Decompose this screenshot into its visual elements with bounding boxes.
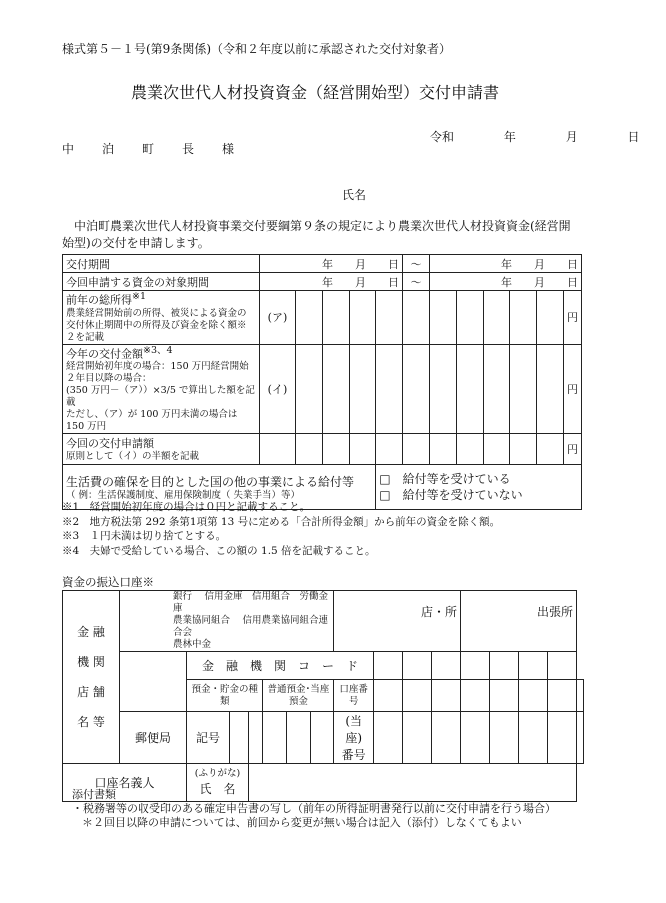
bank-code-label: 金 融 機 関 コ ー ド xyxy=(187,652,374,680)
blank-cell xyxy=(120,680,187,712)
deposit-row xyxy=(63,680,584,712)
deposit-type-label: 預金・貯金の種類 xyxy=(187,680,263,712)
symbol-digit[interactable] xyxy=(287,712,311,764)
request-label: 今回の交付申請額 原則として（イ）の半額を記載 xyxy=(63,434,260,465)
application-table xyxy=(62,254,582,510)
amount-digit[interactable] xyxy=(376,344,403,434)
checkbox-icon[interactable]: □ xyxy=(379,472,391,487)
target-period-to[interactable]: 年 月 日 xyxy=(430,273,582,291)
code-digit[interactable] xyxy=(373,652,402,680)
addressee: 中 泊 町 長 様 xyxy=(62,142,243,156)
amount-digit[interactable] xyxy=(483,291,510,345)
account-digit[interactable] xyxy=(431,680,460,712)
target-period-label: 今回申請する資金の対象期間 xyxy=(63,273,260,291)
account-digit[interactable] xyxy=(518,680,547,712)
attachment-item-2: ＊２回目以降の申請については、前回から変更が無い場合は記入（添付）しなくてもよい xyxy=(82,816,522,829)
symbol-digit[interactable] xyxy=(310,712,334,764)
amount-digit[interactable] xyxy=(296,291,323,345)
date-day: 日 xyxy=(627,130,640,144)
amount-digit[interactable] xyxy=(483,344,510,434)
date-era: 令和 xyxy=(430,130,455,144)
period-label: 交付期間 xyxy=(63,255,260,273)
amount-digit[interactable] xyxy=(402,291,429,345)
this-year-label: 今年の交付金額$^{※3、4}$ 経営開始初年度の場合：150 万円経営開始２年目以降の場合： (350 万円－（ア））×3/5 で算出した額を記載 ただし、（ア）が 100 万円未満の場合は 150 万円 xyxy=(63,344,260,434)
bank-section-title: 資金の振込口座※ xyxy=(62,575,154,589)
code-digit[interactable] xyxy=(518,652,547,680)
target-period-from[interactable]: 年 月 日 xyxy=(259,273,402,291)
amount-digit[interactable] xyxy=(322,434,349,465)
branch-field[interactable]: 店・所 xyxy=(334,591,461,652)
amount-digit[interactable] xyxy=(430,291,457,345)
amount-digit[interactable] xyxy=(457,291,484,345)
amount-digit[interactable] xyxy=(376,434,403,465)
account-digit[interactable] xyxy=(547,680,576,712)
yen-unit: 円 xyxy=(564,291,582,345)
note-2: ※2 地方税法第 292 条第1項第 13 号に定める「合計所得金額」から前年の資金を除く額。 xyxy=(62,515,501,528)
post-office-label: 郵便局 xyxy=(120,712,187,764)
number-digit[interactable] xyxy=(402,712,431,764)
number-digit[interactable] xyxy=(460,712,489,764)
amount-digit[interactable] xyxy=(483,434,510,465)
blank-cell xyxy=(120,652,187,680)
symbol-digit[interactable] xyxy=(230,712,249,764)
bank-code-row xyxy=(63,652,584,680)
amount-digit[interactable] xyxy=(510,344,537,434)
living-label: 生活費の確保を目的とした国の他の事業による給付等 （ 例：生活保護制度、雇用保険制度（ 失業手当）等） xyxy=(63,465,376,510)
amount-digit[interactable] xyxy=(296,434,323,465)
request-row xyxy=(63,434,582,465)
code-digit[interactable] xyxy=(431,652,460,680)
number-digit[interactable] xyxy=(518,712,547,764)
amount-digit[interactable] xyxy=(349,291,376,345)
amount-digit[interactable] xyxy=(296,344,323,434)
deposit-type-value[interactable]: 普通預金･当座預金 xyxy=(263,680,334,712)
bank-type-options[interactable]: 銀行 信用金庫 信用組合 労働金庫 農業協同組合 信用農業協同組合連合会 農林中金 xyxy=(120,591,334,652)
attachments-title: 添付書類 xyxy=(72,788,116,801)
request-mark-cell xyxy=(259,434,295,465)
this-year-row xyxy=(63,344,582,434)
amount-digit[interactable] xyxy=(510,434,537,465)
current-number-label: (当座) 番号 xyxy=(334,712,374,764)
period-from[interactable]: 年 月 日 xyxy=(259,255,402,273)
date-month: 月 xyxy=(565,130,578,144)
intro-text: 中泊町農業次世代人材投資事業交付要綱第９条の規定により農業次世代人材投資資金(経営開始型)の交付を申請します。 xyxy=(62,219,571,250)
amount-digit[interactable] xyxy=(402,434,429,465)
account-no-label: 口座番号 xyxy=(334,680,374,712)
bank-name-row xyxy=(63,591,584,652)
holder-name-label: (ふりがな) 氏 名 xyxy=(187,764,249,802)
amount-digit[interactable] xyxy=(510,291,537,345)
code-digit[interactable] xyxy=(489,652,518,680)
amount-digit[interactable] xyxy=(430,344,457,434)
mark-i: (イ) xyxy=(259,344,295,434)
symbol-digit[interactable] xyxy=(263,712,287,764)
code-digit[interactable] xyxy=(460,652,489,680)
sub-branch-field[interactable]: 出張所 xyxy=(460,591,576,652)
amount-digit[interactable] xyxy=(402,344,429,434)
symbol-digit[interactable] xyxy=(248,712,263,764)
amount-digit[interactable] xyxy=(376,291,403,345)
account-digit[interactable] xyxy=(576,680,583,712)
amount-digit[interactable] xyxy=(457,434,484,465)
amount-digit[interactable] xyxy=(322,344,349,434)
note-1: ※1 経営開始初年度の場合は０円と記載すること。 xyxy=(62,501,311,513)
prev-income-row xyxy=(63,291,582,345)
option-not-receiving[interactable]: □ 給付等を受けていない xyxy=(379,488,523,503)
target-period-tilde: ～ xyxy=(402,273,429,291)
attachment-item-1: ・税務署等の収受印のある確定申告書の写し（前年の所得証明書発行以前に交付申請を行う場合） xyxy=(72,802,556,815)
bank-table xyxy=(62,590,584,802)
number-digit[interactable] xyxy=(373,712,402,764)
note-4: ※4 夫婦で受給している場合、この額の 1.5 倍を記載すること。 xyxy=(62,544,376,557)
account-digit[interactable] xyxy=(402,680,431,712)
number-digit[interactable] xyxy=(576,712,583,764)
option-receiving[interactable]: □ 給付等を受けている xyxy=(379,472,511,487)
number-digit[interactable] xyxy=(489,712,518,764)
amount-digit[interactable] xyxy=(537,344,564,434)
account-digit[interactable] xyxy=(489,680,518,712)
amount-digit[interactable] xyxy=(537,434,564,465)
checkbox-icon[interactable]: □ xyxy=(379,488,391,503)
symbol-label: 記号 xyxy=(187,712,230,764)
holder-label: 口座名義人 xyxy=(63,764,187,802)
note-3: ※3 １円未満は切り捨てとする。 xyxy=(62,530,227,542)
amount-digit[interactable] xyxy=(322,291,349,345)
number-digit[interactable] xyxy=(431,712,460,764)
prev-income-label: 前年の総所得$^{※1}$ 農業経営開始前の所得、被災による資金の交付休止期間中の所得及び資金を除く額※２を記載 xyxy=(63,291,260,345)
account-digit[interactable] xyxy=(460,680,489,712)
attachments xyxy=(72,788,556,830)
account-digit[interactable] xyxy=(373,680,402,712)
period-tilde: ～ xyxy=(402,255,429,273)
period-row xyxy=(63,255,582,273)
period-to[interactable]: 年 月 日 xyxy=(430,255,582,273)
post-office-row xyxy=(63,712,584,764)
applicant-name-label: 氏名 xyxy=(342,188,367,202)
form-id: 様式第５－１号(第9条関係)（令和２年度以前に承認された交付対象者） xyxy=(62,42,452,56)
date-year: 年 xyxy=(503,130,516,144)
amount-digit[interactable] xyxy=(349,434,376,465)
amount-digit[interactable] xyxy=(537,291,564,345)
mark-a: (ア) xyxy=(259,291,295,345)
code-digit[interactable] xyxy=(402,652,431,680)
yen-unit: 円 xyxy=(564,434,582,465)
bank-left-labels: 金 融 機 関 店 舗 名 等 xyxy=(63,591,120,764)
yen-unit: 円 xyxy=(564,344,582,434)
amount-digit[interactable] xyxy=(457,344,484,434)
target-period-row xyxy=(63,273,582,291)
code-digit[interactable] xyxy=(547,652,576,680)
notes xyxy=(62,500,500,558)
number-digit[interactable] xyxy=(547,712,576,764)
page-title: 農業次世代人材投資資金（経営開始型）交付申請書 xyxy=(130,83,499,102)
date-line xyxy=(430,128,666,145)
amount-digit[interactable] xyxy=(349,344,376,434)
amount-digit[interactable] xyxy=(430,434,457,465)
